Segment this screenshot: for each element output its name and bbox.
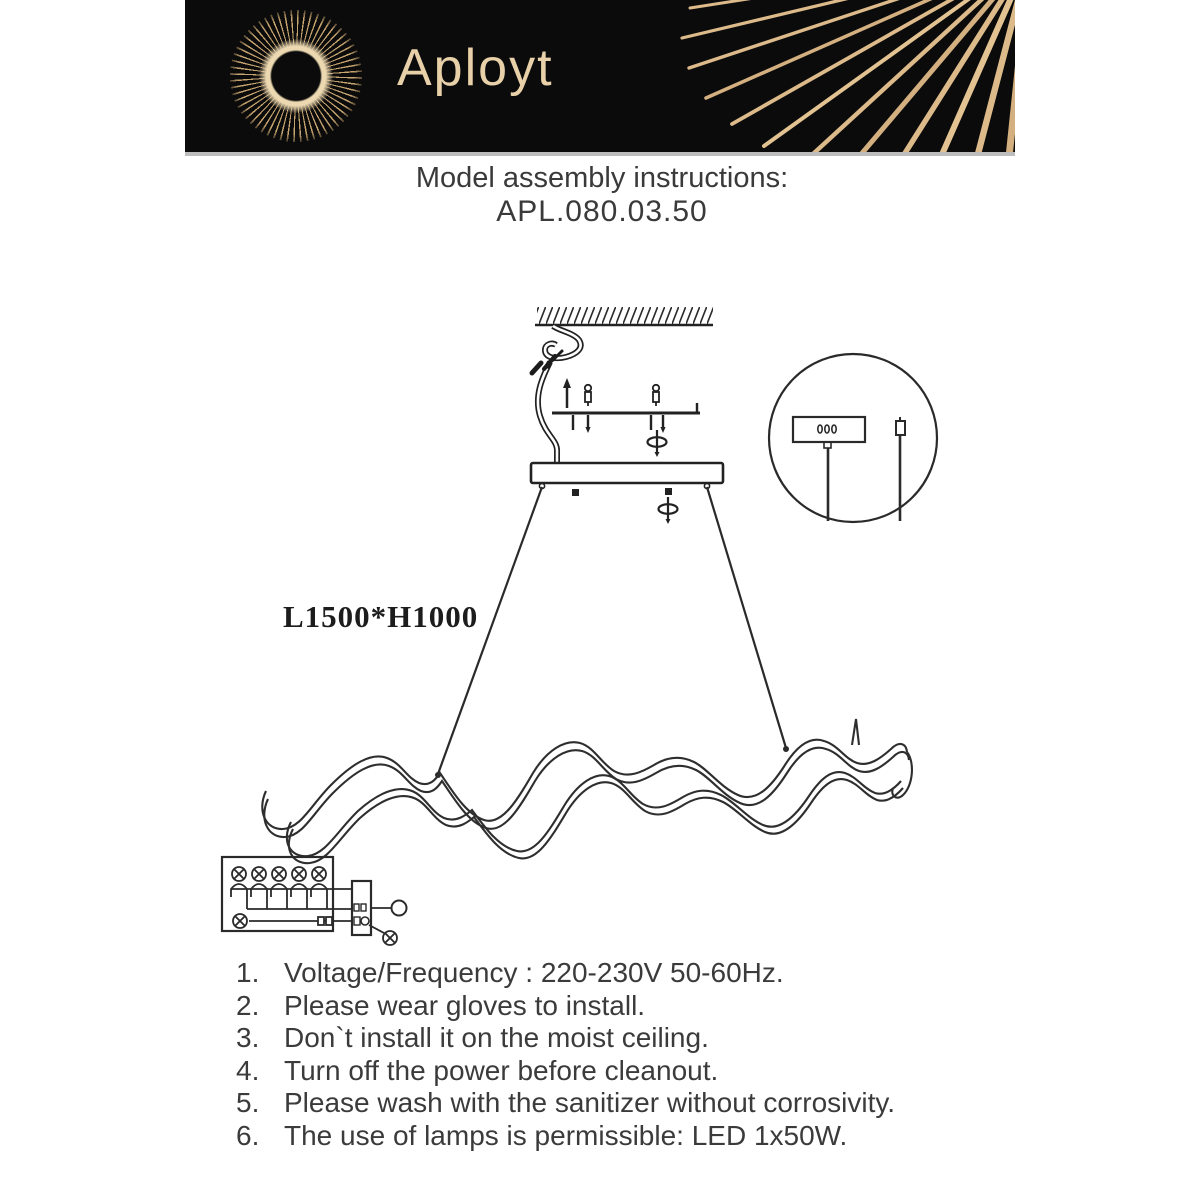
toggle-bolt-icon (648, 430, 667, 457)
toggle-bolt-icon (659, 497, 678, 524)
instruction-number: 4. (236, 1054, 260, 1086)
instruction-item (236, 1087, 895, 1120)
instructions-list (236, 957, 895, 1152)
screw-icon (585, 415, 590, 433)
brand-wordmark: Aployt (397, 39, 554, 97)
wiring-diagram (222, 857, 407, 945)
up-arrow-icon (563, 378, 571, 388)
instruction-text: Please wear gloves to install. (284, 989, 646, 1021)
power-wire (532, 326, 581, 463)
page-title: Model assembly instructions: (415, 162, 789, 194)
lamp-ribbon (262, 719, 912, 863)
suspension-cables (435, 487, 789, 778)
mounting-hardware (552, 378, 700, 457)
instruction-item (236, 1022, 895, 1055)
screw-head-icon (665, 488, 672, 495)
screw-head-icon (572, 489, 579, 496)
anchor-screw-icon (653, 385, 659, 406)
instruction-text: Don`t install it on the moist ceiling. (284, 1022, 709, 1053)
instruction-item (236, 990, 895, 1023)
instruction-item (236, 957, 895, 990)
instruction-number: 2. (236, 989, 260, 1021)
ceiling (535, 307, 713, 325)
instruction-text: Please wash with the sanitizer without corrosivity. (284, 1087, 896, 1118)
lamp-symbol (233, 914, 247, 928)
instruction-item (236, 1055, 895, 1088)
instruction-text: Turn off the power before cleanout. (284, 1054, 719, 1086)
lamp-symbols (231, 867, 327, 909)
model-number: APL.080.03.50 (496, 195, 708, 228)
cable-end-connector (896, 421, 905, 435)
dimension-label: L1500*H1000 (283, 599, 479, 634)
instruction-item (236, 1120, 895, 1153)
detail-inset (769, 354, 937, 522)
instruction-number: 6. (236, 1119, 260, 1151)
ribbon-clip-icon (852, 719, 859, 745)
screw-icon (660, 415, 665, 433)
instruction-number: 1. (236, 957, 260, 988)
instruction-number: 5. (236, 1087, 260, 1118)
instruction-number: 3. (236, 1022, 260, 1053)
instruction-text: The use of lamps is permissible: LED 1x50W. (284, 1119, 848, 1151)
output-terminal-icon (392, 901, 407, 916)
instruction-text: Voltage/Frequency : 220-230V 50-60Hz. (284, 957, 784, 988)
canopy (531, 463, 723, 524)
lamp-symbol (383, 931, 397, 945)
anchor-screw-icon (585, 385, 591, 406)
